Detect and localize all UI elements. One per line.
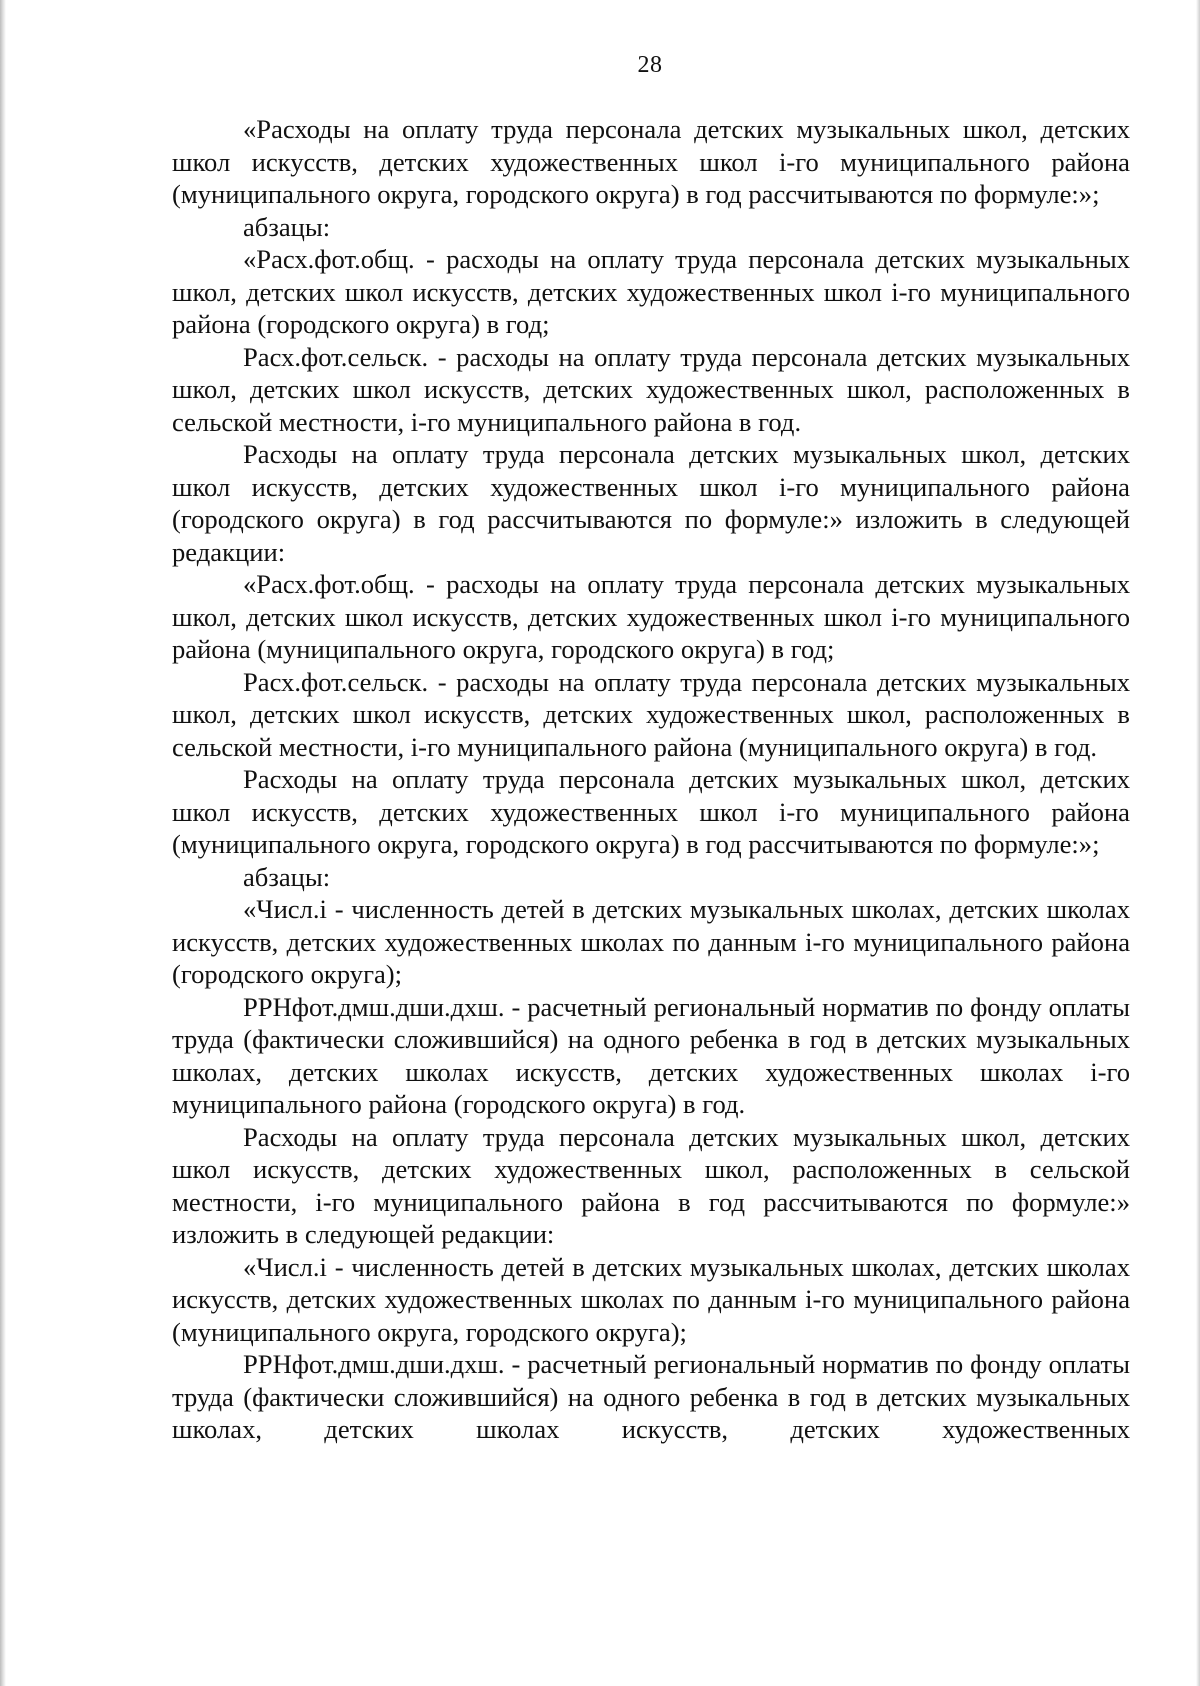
paragraph: «Расходы на оплату труда персонала детских музыкальных школ, детских школ искусств, детских художественных школ i-го муниципального района (муниципального округа, городского округа) в год рассчитываются по формуле:»; [172,114,1130,209]
paragraph: «Расх.фот.общ. - расходы на оплату труда персонала детских музыкальных школ, детских школ искусств, детских художественных школ i-го муниципального района (городского округа) в год; [172,244,1130,339]
paragraph: Расходы на оплату труда персонала детских музыкальных школ, детских школ искусств, детских художественных школ i-го муниципального района (городского округа) в год рассчитываются по формуле:» изложить в следующей редакции: [172,439,1130,567]
page-number: 28 [637,52,663,78]
paragraph: абзацы: [243,211,331,242]
paragraph: РРНфот.дмш.дши.дхш. - расчетный региональный норматив по фонду оплаты труда (фактически сложившийся) на одного ребенка в год в детских музыкальных школах, детских школах искусств, детских художественных школах i-го муниципального района (городского округа) в год. [172,991,1130,1119]
paragraph: «Расх.фот.общ. - расходы на оплату труда персонала детских музыкальных школ, детских школ искусств, детских художественных школ i-го муниципального района (муниципального округа, городского округа) в год; [172,569,1130,664]
paragraph: Расх.фот.сельск. - расходы на оплату труда персонала детских музыкальных школ, детских школ искусств, детских художественных школ, расположенных в сельской местности, i-го муниципального района в год. [172,341,1130,437]
paragraph: «Числ.i - численность детей в детских музыкальных школах, детских школах искусств, детских художественных школах по данным i-го муниципального района (городского округа); [172,894,1130,989]
paragraph: РРНфот.дмш.дши.дхш. - расчетный региональный норматив по фонду оплаты труда (фактически сложившийся) на одного ребенка в год в детских музыкальных школах, детских школах искусств, детских художественных [172,1349,1130,1444]
paragraph: «Числ.i - численность детей в детских музыкальных школах, детских школах искусств, детских художественных школах по данным i-го муниципального района (муниципального округа, городского округа); [172,1251,1130,1347]
paragraph: Расх.фот.сельск. - расходы на оплату труда персонала детских музыкальных школ, детских школ искусств, детских художественных школ, расположенных в сельской местности, i-го муниципального района (муниципального округа) в год. [172,666,1130,762]
paragraph: Расходы на оплату труда персонала детских музыкальных школ, детских школ искусств, детских художественных школ, расположенных в сельской местности, i-го муниципального района в год рассчитываются по формуле:» изложить в следующей редакции: [172,1121,1130,1249]
scan-edge-left [0,0,6,1686]
scan-edge-right [1196,0,1200,1686]
paragraph: абзацы: [243,861,331,892]
document-body [172,113,1130,1446]
paragraph: Расходы на оплату труда персонала детских музыкальных школ, детских школ искусств, детских художественных школ i-го муниципального района (муниципального округа, городского округа) в год рассчитываются по формуле:»; [172,764,1130,859]
